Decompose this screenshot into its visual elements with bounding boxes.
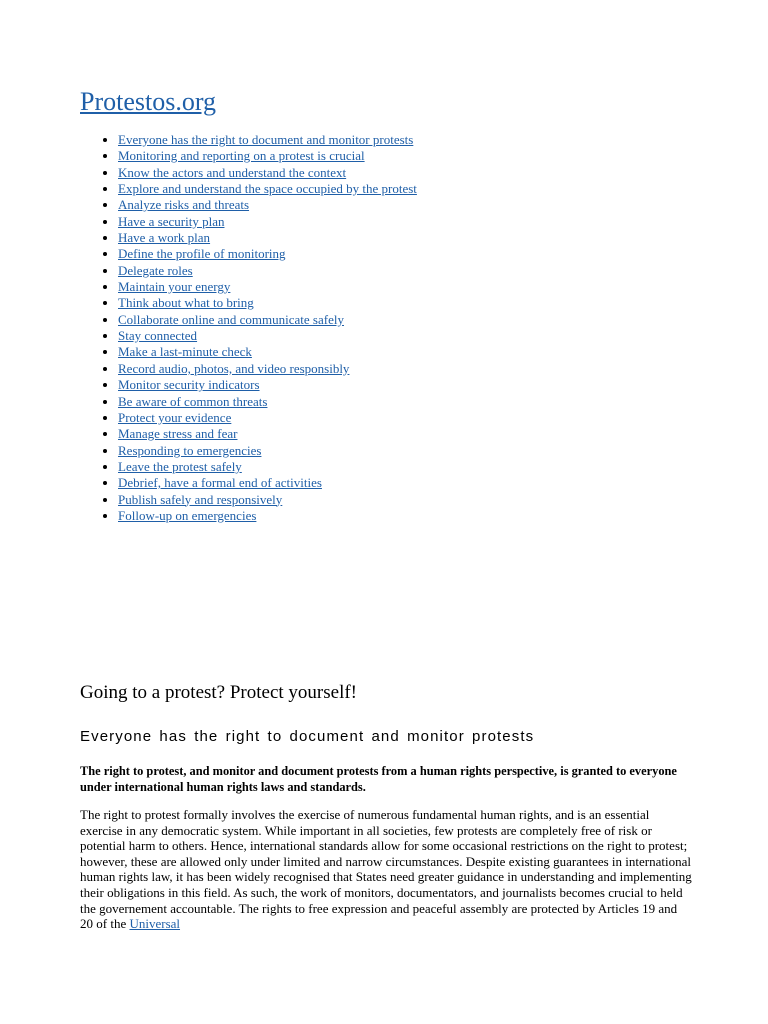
toc-link[interactable]: Think about what to bring	[118, 295, 254, 311]
toc-item	[118, 295, 417, 311]
body-paragraph	[80, 807, 692, 932]
toc-link[interactable]: Make a last-minute check	[118, 344, 252, 360]
toc-link[interactable]: Responding to emergencies	[118, 442, 262, 458]
toc-item	[118, 344, 417, 360]
article-heading: Going to a protest? Protect yourself!	[80, 682, 358, 703]
toc-item	[118, 459, 417, 475]
toc-item	[118, 361, 417, 377]
toc-link[interactable]: Delegate roles	[118, 262, 193, 278]
toc-item	[118, 508, 417, 524]
toc-link[interactable]: Maintain your energy	[118, 279, 231, 295]
site-title-link[interactable]: Protestos.org	[80, 87, 217, 116]
toc-link[interactable]: Define the profile of monitoring	[118, 246, 286, 262]
toc-link[interactable]: Have a work plan	[118, 230, 211, 246]
toc-link[interactable]: Follow-up on emergencies	[118, 507, 257, 523]
toc-link[interactable]: Everyone has the right to document and monitor protests	[118, 132, 414, 147]
body-text: The right to protest formally involves the exercise of numerous fundamental human rights, and is an essential exercise in any democratic system. While important in all societies, few protests are completely free of risk or potential harm to others. Hence, international standards allow for some occasional restrictions on the right to protest; however, these are allowed only under limited and narrow circumstances. Despite existing guarantees in international human rights law, it has been widely recognised that States need greater guidance in understanding and implementing their obligations in this field. As such, the work of monitors, documentators, and journalists becomes crucial to held the governement accountable. The rights to free expression and peaceful assembly are protected by Articles 19 and 20 of the	[80, 807, 692, 932]
toc-item	[118, 214, 417, 230]
toc-link[interactable]: Debrief, have a formal end of activities	[118, 475, 322, 491]
toc-item	[118, 328, 417, 344]
toc-link[interactable]: Have a security plan	[118, 213, 225, 229]
toc-item	[118, 197, 417, 213]
toc-item	[118, 263, 417, 279]
lead-paragraph: The right to protest, and monitor and document protests from a human rights perspective, is granted to everyone under international human rights laws and standards.	[80, 764, 677, 794]
toc-link[interactable]: Record audio, photos, and video responsibly	[118, 360, 350, 376]
section-subheading: Everyone has the right to document and monitor protests	[80, 728, 535, 745]
toc-item	[118, 132, 417, 148]
toc-link[interactable]: Manage stress and fear	[118, 426, 238, 442]
toc-item	[118, 443, 417, 459]
toc-link[interactable]: Publish safely and responsively	[118, 491, 283, 507]
toc-item	[118, 246, 417, 262]
toc-link[interactable]: Know the actors and understand the context	[118, 164, 347, 180]
toc-item	[118, 230, 417, 246]
universal-declaration-link[interactable]: Universal	[129, 916, 181, 932]
toc-link[interactable]: Leave the protest safely	[118, 458, 242, 474]
toc-item	[118, 394, 417, 410]
toc-link[interactable]: Stay connected	[118, 328, 198, 344]
toc-link[interactable]: Explore and understand the space occupied by the protest	[118, 181, 417, 197]
toc-item	[118, 181, 417, 197]
toc-item	[118, 165, 417, 181]
toc-link[interactable]: Analyze risks and threats	[118, 197, 250, 213]
table-of-contents	[80, 132, 417, 524]
toc-link[interactable]: Monitor security indicators	[118, 377, 260, 393]
toc-item	[118, 410, 417, 426]
toc-item	[118, 312, 417, 328]
toc-link[interactable]: Be aware of common threats	[118, 393, 268, 409]
toc-link[interactable]: Monitoring and reporting on a protest is crucial	[118, 148, 365, 164]
toc-item	[118, 426, 417, 442]
toc-item	[118, 492, 417, 508]
toc-item	[118, 377, 417, 393]
toc-item	[118, 475, 417, 491]
toc-link[interactable]: Collaborate online and communicate safely	[118, 311, 344, 327]
toc-item	[118, 148, 417, 164]
toc-link[interactable]: Protect your evidence	[118, 409, 232, 425]
toc-item	[118, 279, 417, 295]
